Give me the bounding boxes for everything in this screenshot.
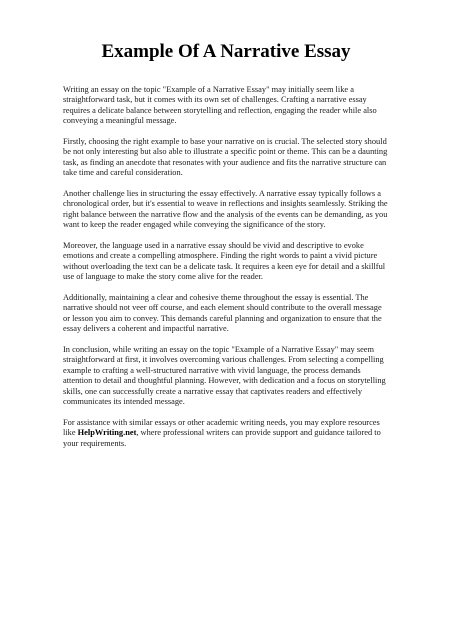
- paragraph-line: straightforward at first, it involves overcoming various challenges. From selecting a compelling: [63, 355, 384, 365]
- paragraph-line: Firstly, choosing the right example to base your narrative on is crucial. The selected story should: [63, 137, 387, 147]
- essay-paragraph: [63, 189, 401, 231]
- paragraph-line: Writing an essay on the topic "Example of a Narrative Essay" may initially seem like a: [63, 85, 354, 94]
- essay-paragraph: [63, 345, 401, 407]
- essay-paragraph: [63, 85, 401, 127]
- essay-paragraphs: [63, 85, 401, 408]
- paragraph-line: use of language to make the story come alive for the reader.: [63, 272, 263, 282]
- essay-paragraph: [63, 241, 401, 283]
- closing-line: your requirements.: [63, 438, 127, 448]
- closing-line: [63, 428, 401, 438]
- paragraph-line: skills, one can successfully create a narrative essay that captivates readers and effectively: [63, 386, 363, 396]
- paragraph-line: communicates its intended message.: [63, 397, 185, 407]
- essay-paragraph: [63, 137, 401, 179]
- paragraph-line: essay delivers a coherent and impactful narrative.: [63, 324, 229, 334]
- paragraph-line: example to crafting a well-structured narrative with vivid language, the process demands: [63, 365, 361, 375]
- closing-text: , where professional writers can provide support and guidance tailored to: [136, 428, 381, 438]
- paragraph-line: requires a delicate balance between storytelling and reflection, engaging the reader while also: [63, 105, 377, 115]
- paragraph-line: Moreover, the language used in a narrative essay should be vivid and descriptive to evoke: [63, 241, 364, 251]
- paragraph-line: Additionally, maintaining a clear and cohesive theme throughout the essay is essential. The: [63, 293, 369, 303]
- document-title: Example Of A Narrative Essay: [101, 41, 351, 62]
- essay-body: [63, 85, 401, 460]
- paragraph-line: take time and careful consideration.: [63, 168, 183, 178]
- closing-line: For assistance with similar essays or other academic writing needs, you may explore resources: [63, 417, 380, 427]
- paragraph-line: or lesson you aim to convey. This demands careful planning and organization to ensure that the: [63, 313, 382, 323]
- helpwriting-link[interactable]: HelpWriting.net: [77, 428, 137, 438]
- closing-paragraph: [63, 418, 401, 449]
- paragraph-line: Another challenge lies in structuring the essay effectively. A narrative essay typically follows a: [63, 189, 381, 199]
- paragraph-line: chronological order, but it's essential to weave in reflections and insights seamlessly. Striking the: [63, 199, 388, 209]
- essay-paragraph: [63, 293, 401, 335]
- paragraph-line: be not only interesting but also able to illustrate a specific point or theme. This can be a daunting: [63, 147, 388, 157]
- paragraph-line: task, as finding an anecdote that resonates with your audience and fits the narrative structure can: [63, 157, 387, 167]
- paragraph-line: attention to detail and thoughtful planning. However, with dedication and a focus on storytelling: [63, 376, 386, 386]
- closing-text: like: [63, 428, 78, 438]
- paragraph-line: right balance between the narrative flow and the analysis of the events can be demanding, as you: [63, 209, 388, 219]
- paragraph-line: straightforward task, but it comes with its own set of challenges. Crafting a narrative essay: [63, 95, 367, 105]
- paragraph-line: emotions and create a compelling atmosphere. Finding the right words to paint a vivid picture: [63, 251, 378, 261]
- paragraph-line: without overloading the text can be a delicate task. It requires a keen eye for detail and a skillful: [63, 261, 386, 271]
- paragraph-line: want to keep the reader engaged while conveying the significance of the story.: [63, 220, 326, 230]
- paragraph-line: conveying a meaningful message.: [63, 116, 177, 126]
- paragraph-line: narrative should not veer off course, and each element should contribute to the overall message: [63, 303, 382, 313]
- paragraph-line: In conclusion, while writing an essay on the topic "Example of a Narrative Essay" may seem: [63, 345, 375, 355]
